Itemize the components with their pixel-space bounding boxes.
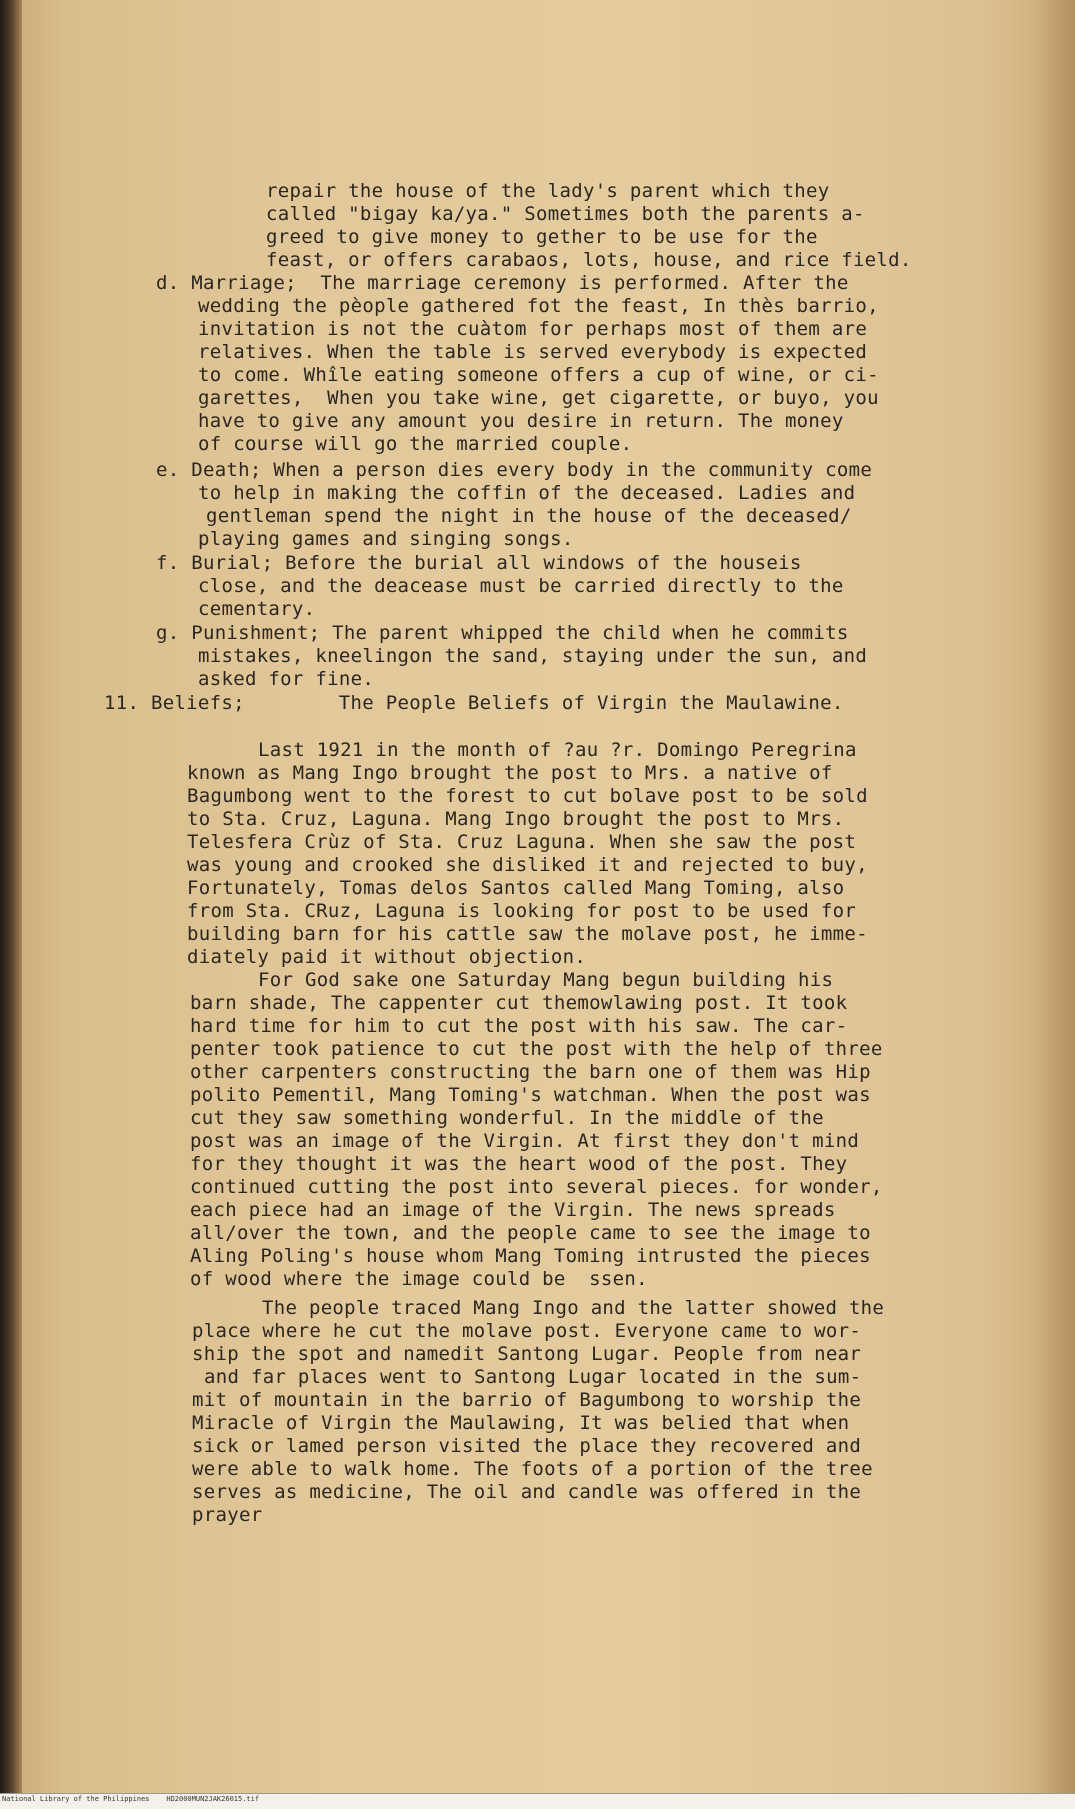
text-line: Telesfera Crùz of Sta. Cruz Laguna. When she saw the post (187, 831, 857, 853)
text-line: cut they saw something wonderful. In the middle of the (190, 1107, 824, 1129)
text-line: d. Marriage; The marriage ceremony is performed. After the (156, 272, 849, 294)
text-line: Fortunately, Tomas delos Santos called Mang Toming, also (187, 877, 845, 899)
text-line: asked for fine. (198, 668, 375, 690)
text-line: to help in making the coffin of the deceased. Ladies and (198, 482, 856, 504)
text-line: known as Mang Ingo brought the post to Mrs. a native of (187, 762, 833, 784)
text-line: greed to give money to gether to be use for the (266, 226, 818, 248)
text-line: post was an image of the Virgin. At first they don't mind (190, 1130, 860, 1152)
text-line: close, and the deacease must be carried directly to the (198, 575, 844, 597)
text-line: continued cutting the post into several pieces. for wonder, (190, 1176, 883, 1198)
text-line: and far places went to Santong Lugar located in the sum- (204, 1366, 862, 1388)
text-line: barn shade, The cappenter cut themowlawing post. It took (190, 992, 848, 1014)
text-line: garettes, When you take wine, get cigarette, or buyo, you (198, 387, 879, 409)
text-line: Aling Poling's house whom Mang Toming intrusted the pieces (190, 1245, 871, 1267)
book-binding (0, 0, 22, 1793)
text-line: Miracle of Virgin the Maulawing, It was belied that when (192, 1412, 850, 1434)
text-line: building barn for his cattle saw the molave post, he imme- (187, 923, 868, 945)
text-line: have to give any amount you desire in return. The money (198, 410, 844, 432)
text-line: mit of mountain in the barrio of Bagumbong to worship the (192, 1389, 862, 1411)
text-line: to Sta. Cruz, Laguna. Mang Ingo brought the post to Mrs. (187, 808, 845, 830)
text-line: ship the spot and namedit Santong Lugar. People from near (192, 1343, 862, 1365)
text-line: diately paid it without objection. (187, 946, 587, 968)
text-line: polito Pementil, Mang Toming's watchman. When the post was (190, 1084, 871, 1106)
text-line: called "bigay ka/ya." Sometimes both the parents a- (266, 203, 865, 225)
text-line: playing games and singing songs. (198, 528, 574, 550)
text-line: serves as medicine, The oil and candle was offered in the (192, 1481, 862, 1503)
text-line: all/over the town, and the people came to see the image to (190, 1222, 871, 1244)
section-heading: 11. Beliefs; The People Beliefs of Virgin the Maulawine. (104, 692, 844, 714)
text-line: was young and crooked she disliked it and rejected to buy, (187, 854, 868, 876)
text-line: Last 1921 in the month of ?au ?r. Domingo Peregrina (258, 739, 857, 761)
text-line: other carpenters constructing the barn one of them was Hip (190, 1061, 871, 1083)
text-line: sick or lamed person visited the place they recovered and (192, 1435, 862, 1457)
text-line: cementary. (198, 598, 316, 620)
text-line: mistakes, kneelingon the sand, staying under the sun, and (198, 645, 868, 667)
text-line: invitation is not the cuàtom for perhaps most of them are (198, 318, 868, 340)
text-line: For God sake one Saturday Mang begun building his (258, 969, 834, 991)
text-line: place where he cut the molave post. Everyone came to wor- (192, 1320, 862, 1342)
text-line: of wood where the image could be ssen. (190, 1268, 648, 1290)
text-line: from Sta. CRuz, Laguna is looking for post to be used for (187, 900, 857, 922)
text-line: f. Burial; Before the burial all windows of the houseis (156, 552, 802, 574)
text-line: for they thought it was the heart wood of the post. They (190, 1153, 848, 1175)
footer-caption: National Library of the Philippines HD2000MUN2JAK26015.tif (2, 1795, 260, 1803)
text-line: feast, or offers carabaos, lots, house, and rice field. (266, 249, 912, 271)
text-line: Bagumbong went to the forest to cut bolave post to be sold (187, 785, 868, 807)
text-line: relatives. When the table is served everybody is expected (198, 341, 868, 363)
text-line: to come. Whîle eating someone offers a cup of wine, or ci- (198, 364, 879, 386)
text-line: prayer (192, 1504, 263, 1526)
text-line: e. Death; When a person dies every body in the community come (156, 459, 873, 481)
text-line: penter took patience to cut the post with the help of three (190, 1038, 883, 1060)
text-line: gentleman spend the night in the house of the deceased/ (206, 505, 852, 527)
text-line: g. Punishment; The parent whipped the child when he commits (156, 622, 849, 644)
text-line: each piece had an image of the Virgin. The news spreads (190, 1199, 836, 1221)
text-line: of course will go the married couple. (198, 433, 633, 455)
text-line: repair the house of the lady's parent which they (266, 180, 830, 202)
text-line: hard time for him to cut the post with his saw. The car- (190, 1015, 848, 1037)
scan-footer (0, 1793, 1075, 1809)
text-line: The people traced Mang Ingo and the latter showed the (262, 1297, 885, 1319)
text-line: wedding the pèople gathered fot the feast, In thès barrio, (198, 295, 879, 317)
page-edge (1035, 0, 1075, 1793)
text-line: were able to walk home. The foots of a portion of the tree (192, 1458, 873, 1480)
